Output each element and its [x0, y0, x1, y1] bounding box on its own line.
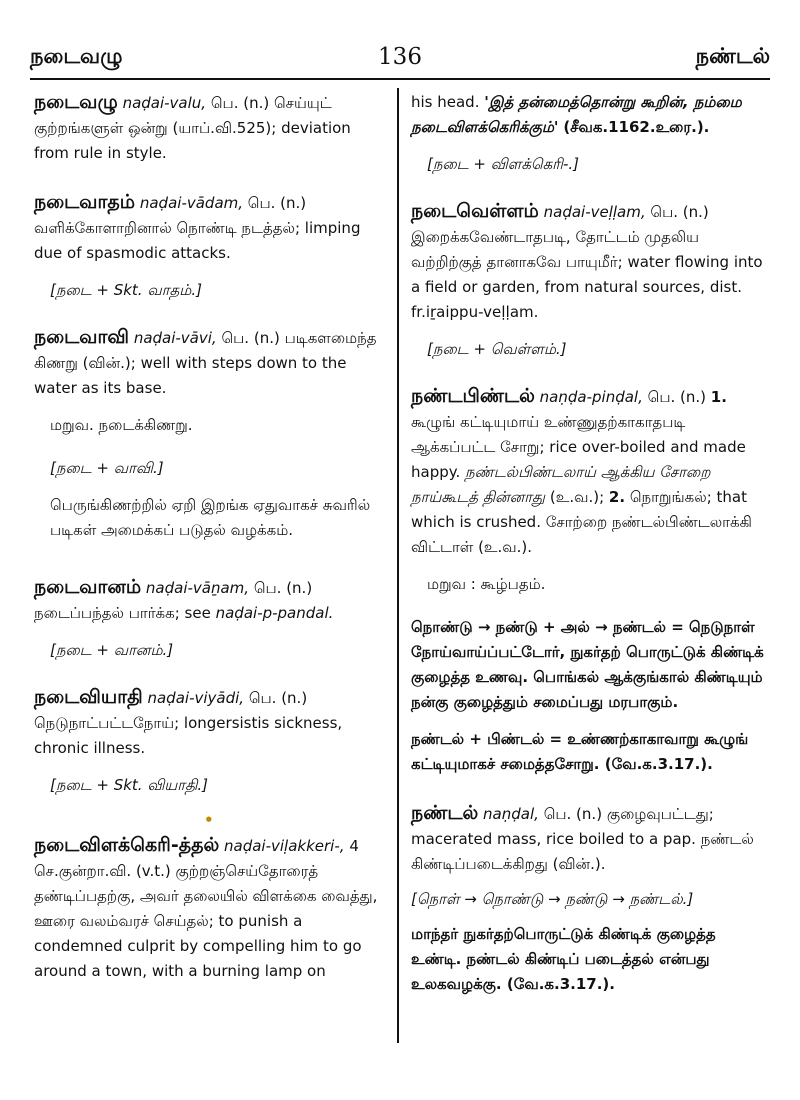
- transliteration: naṇḍal,: [483, 805, 539, 823]
- definition: செய்யுட் குற்றங்களுள் ஒன்று (யாப்.வி.525); deviation from rule in style.: [34, 94, 351, 162]
- transliteration: naḍai-vāvi,: [133, 329, 217, 347]
- transliteration: naṇḍa-pinḍal,: [539, 388, 643, 406]
- headword: நடைவாதம்: [34, 191, 136, 213]
- definition: படிகளமைந்த கிணறு (வின்.); well with steps down to the water as its base.: [34, 329, 377, 397]
- headword: நடைவானம்: [34, 576, 142, 598]
- part-of-speech: பெ. (n.): [247, 194, 307, 212]
- headword: நடைவியாதி: [34, 686, 143, 708]
- transliteration: naḍai-valu,: [122, 94, 207, 112]
- part-of-speech: பெ. (n.): [650, 203, 709, 221]
- sense-definition: நொறுங்கல்; that which is crushed. சோற்றை நண்டல்பிண்டலாக்கி விட்டாள் (உ.வ.).: [411, 488, 752, 556]
- etymology: [நடை + வாவி.]: [50, 459, 164, 477]
- entry-nadai-vavi: [34, 325, 389, 543]
- sense-number: 1.: [710, 388, 727, 406]
- transliteration: naḍai-viyādi,: [147, 689, 245, 707]
- sense-number: 2.: [608, 488, 626, 506]
- definition: நடைப்பந்தல் பார்க்க; see: [34, 604, 211, 622]
- part-of-speech: பெ. (n.): [253, 579, 313, 597]
- note: பெருங்கிணற்றில் ஏறி இறங்க ஏதுவாகச் சுவரில் படிகள் அமைக்கப் படுதல் வழக்கம்.: [50, 496, 371, 539]
- definition: வளிக்கோளாறினால் நொண்டி நடத்தல்; limping due of spasmodic attacks.: [34, 219, 361, 262]
- entry-nadai-vilakkeri-continued: [411, 90, 766, 177]
- entry-nadai-vadam: [34, 190, 389, 303]
- entry-nadai-valu: [34, 90, 389, 166]
- transliteration: naḍai-vāṉam,: [145, 579, 250, 597]
- entry-nanda-pindal: [411, 384, 766, 777]
- etymology: [நடை + வானம்.]: [50, 641, 174, 659]
- source-citation: (உ.வ.);: [549, 488, 605, 506]
- headword: நடைவாவி: [34, 326, 130, 348]
- etymology: [நொள் → நொண்டு → நண்டு → நண்டல்.]: [411, 890, 694, 908]
- entry-nadai-vanam: [34, 575, 389, 663]
- part-of-speech: பெ. (n.): [647, 388, 706, 406]
- etymology: [நடை + Skt. வாதம்.]: [50, 281, 202, 299]
- quotation: 'இத் தன்மைத்தொன்று கூறின், நம்மை நடைவிளக்கெரிக்கும்': [411, 93, 742, 136]
- headword: நடைவெள்ளம்: [411, 200, 539, 222]
- ornament-mark: •: [204, 811, 214, 829]
- page-header: [30, 44, 770, 74]
- cross-reference: naḍai-p-pandal.: [215, 604, 334, 622]
- transliteration: naḍai-viḷakkeri-,: [224, 837, 345, 855]
- header-rule: [30, 78, 770, 80]
- part-of-speech: பெ. (n.): [221, 329, 280, 347]
- derivation-note: நொண்டு → நண்டு + அல் → நண்டல் = நெடுநாள் நோய்வாய்ப்பட்டோர், நுகர்தற் பொருட்டுக் கிண்டிக் குழைத்த உணவு. பொங்கல் ஆக்குங்கால் கிண்டியும் நன்கு குழைத்தும் சமைப்பது மரபாகும்.: [411, 618, 764, 711]
- synonym: மறுவ. நடைக்கிணறு.: [50, 416, 193, 434]
- left-column: [34, 90, 389, 994]
- header-left-guide-word: நடைவழு: [30, 44, 123, 68]
- definition: 4 செ.குன்றா.வி. (v.t.) குற்றஞ்செய்தோரைத் தண்டிப்பதற்கு, அவர் தலையில் விளக்கை வைத்து, ஊரை வலம்வரச் செய்தல்; to punish a condemned culprit by compelling him to go around a town, with a burning lamp on: [34, 837, 378, 980]
- headword: நடைவிளக்கெரி-த்தல்: [34, 834, 220, 856]
- part-of-speech: பெ. (n.): [210, 94, 270, 112]
- sense-definition: கூழுங் கட்டியுமாய் உண்ணுதற்காகாதபடி ஆக்கப்பட்ட சோறு; rice over-boiled and made happy.: [411, 413, 746, 481]
- derivation-note: நண்டல் + பிண்டல் = உண்ணற்காகாவாறு கூழுங் கட்டியுமாகச் சமைத்தசோறு. (வே.க.3.17.).: [411, 730, 749, 773]
- entry-nadai-vilakkeri: [34, 833, 389, 984]
- source-citation: (சீவக.1162.உரை.).: [563, 118, 710, 136]
- part-of-speech: பெ. (n.): [543, 805, 603, 823]
- transliteration: naḍai-veḷḷam,: [543, 203, 646, 221]
- headword: நண்டபிண்டல்: [411, 385, 535, 407]
- header-right-guide-word: நண்டல்: [695, 44, 770, 68]
- definition-continued: his head.: [411, 93, 480, 111]
- right-column: [411, 90, 766, 1007]
- synonym: மறுவ : கூழ்பதம்.: [427, 575, 546, 593]
- page-number: 136: [378, 44, 422, 70]
- etymology: [நடை + வெள்ளம்.]: [427, 340, 567, 358]
- entry-nandal: [411, 801, 766, 997]
- note: மாந்தர் நுகர்தற்பொருட்டுக் கிண்டிக் குழைத்த உண்டி. நண்டல் கிண்டிப் படைத்தல் என்பது உலகவழக்கு. (வே.க.3.17.).: [411, 925, 716, 993]
- entry-nadai-viyadi: [34, 685, 389, 798]
- quotation: நண்டல்பிண்டலாய் ஆக்கிய சோறை நாய்கூடத் தின்னாது: [411, 463, 711, 506]
- headword: நடைவழு: [34, 91, 118, 113]
- etymology: [நடை + Skt. வியாதி.]: [50, 776, 209, 794]
- column-divider: [397, 88, 399, 1043]
- definition: குழைவுபட்டது; macerated mass, rice boiled to a pap. நண்டல் கிண்டிப்படைக்கிறது (வின்.).: [411, 805, 754, 873]
- definition: இறைக்கவேண்டாதபடி, தோட்டம் முதலிய வற்றிற்குத் தானாகவே பாயுமீர்; water flowing into a field or garden, from natural sources, dist. fr.iṟaippu-veḷḷam.: [411, 228, 763, 321]
- definition: நெடுநாட்பட்டநோய்; longersistis sickness, chronic illness.: [34, 714, 343, 757]
- transliteration: naḍai-vādam,: [139, 194, 244, 212]
- headword: நண்டல்: [411, 802, 479, 824]
- etymology: [நடை + விளக்கெரி-.]: [427, 155, 580, 173]
- part-of-speech: பெ. (n.): [248, 689, 308, 707]
- entry-nadai-vellam: [411, 199, 766, 362]
